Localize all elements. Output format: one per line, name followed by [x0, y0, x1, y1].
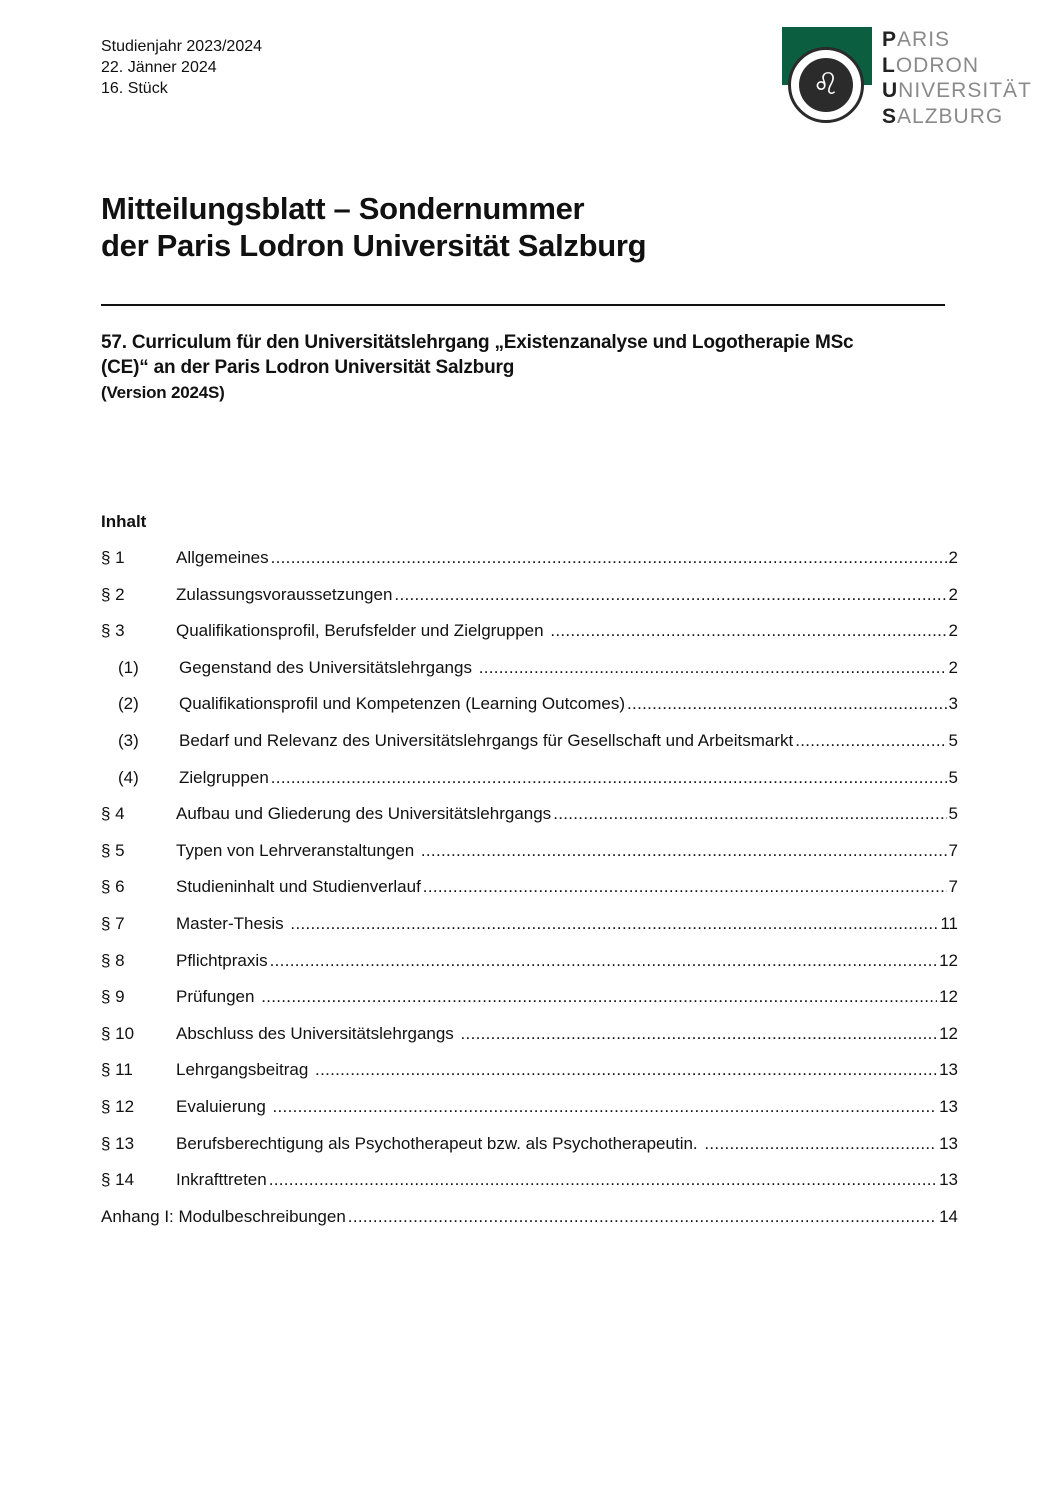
- toc-entry[interactable]: [101, 1170, 958, 1207]
- toc-dot-leader: [550, 621, 946, 641]
- toc-section-number: § 4: [101, 804, 125, 824]
- lion-icon: ♌: [812, 67, 840, 102]
- toc-entry[interactable]: [101, 731, 958, 768]
- toc-section-number: § 6: [101, 877, 125, 897]
- toc-entry[interactable]: [101, 987, 958, 1024]
- toc-entry[interactable]: [101, 658, 958, 695]
- toc-section-number: § 11: [101, 1060, 133, 1080]
- toc-entry[interactable]: [101, 585, 958, 622]
- logo-wordmark: [882, 27, 1032, 129]
- toc-dot-leader: [348, 1207, 937, 1227]
- seal-core: [799, 58, 853, 112]
- issue-number: 16. Stück: [101, 80, 168, 97]
- toc-page-number: 12: [939, 987, 958, 1007]
- toc-page-number: 12: [939, 1023, 958, 1043]
- version-label: (Version 2024S): [101, 383, 225, 402]
- toc-entry[interactable]: [101, 694, 958, 731]
- horizontal-divider: [101, 304, 945, 306]
- toc-dot-leader: [479, 658, 947, 678]
- toc-page-number: 2: [948, 548, 958, 567]
- toc-page-number: 5: [948, 804, 958, 824]
- toc-section-number: (3): [118, 730, 139, 750]
- toc-dot-leader: [553, 804, 946, 824]
- toc-entry[interactable]: [101, 1097, 958, 1134]
- toc-section-title[interactable]: Lehrgangsbeitrag: [176, 1060, 314, 1080]
- toc-dot-leader: [704, 1134, 937, 1154]
- toc-section-title[interactable]: Studieninhalt und Studienverlauf: [176, 877, 421, 897]
- toc-section-title[interactable]: Zulassungsvoraussetzungen: [176, 584, 393, 604]
- toc-section-number: § 3: [101, 621, 125, 641]
- toc-dot-leader: [270, 951, 937, 971]
- toc-entry[interactable]: [101, 914, 958, 951]
- toc-entry[interactable]: [101, 877, 958, 914]
- toc-entry[interactable]: [101, 804, 958, 841]
- toc-section-number: § 10: [101, 1023, 135, 1043]
- toc-entry[interactable]: [101, 1024, 958, 1061]
- toc-section-number: § 7: [101, 913, 125, 933]
- toc-section-number: § 13: [101, 1133, 135, 1153]
- toc-section-number: § 12: [101, 1096, 135, 1116]
- toc-entry[interactable]: [101, 768, 958, 805]
- toc-section-title[interactable]: Evaluierung: [176, 1096, 271, 1116]
- toc-section-title[interactable]: Bedarf und Relevanz des Universitätslehrgangs für Gesellschaft und Arbeitsmarkt: [179, 730, 794, 750]
- toc-dot-leader: [273, 1097, 938, 1117]
- table-of-contents: [101, 548, 958, 1243]
- toc-entry[interactable]: [101, 841, 958, 878]
- logo-line: LODRON: [882, 53, 979, 77]
- toc-page-number: 13: [939, 1133, 958, 1153]
- toc-section-title[interactable]: Abschluss des Universitätslehrgangs: [176, 1023, 459, 1043]
- toc-section-title[interactable]: Prüfungen: [176, 987, 260, 1007]
- toc-section-title[interactable]: Aufbau und Gliederung des Universitätslehrgangs: [176, 804, 552, 824]
- toc-dot-leader: [423, 877, 947, 897]
- toc-dot-leader: [394, 585, 946, 605]
- toc-section-title[interactable]: Pflichtpraxis: [176, 950, 268, 970]
- toc-dot-leader: [271, 768, 947, 788]
- title-line-1: Mitteilungsblatt – Sondernummer: [101, 191, 585, 226]
- toc-entry[interactable]: [101, 1060, 958, 1097]
- toc-dot-leader: [271, 548, 947, 568]
- logo-line: PARIS: [882, 28, 951, 51]
- toc-section-title[interactable]: Gegenstand des Universitätslehrgangs: [179, 657, 477, 677]
- toc-dot-leader: [269, 1170, 937, 1190]
- toc-section-title[interactable]: Inkrafttreten: [176, 1170, 267, 1190]
- toc-page-number: 2: [948, 657, 958, 677]
- logo-line: UNIVERSITÄT: [882, 79, 1032, 102]
- toc-section-number: (4): [118, 767, 139, 787]
- toc-section-title[interactable]: Qualifikationsprofil und Kompetenzen (Learning Outcomes): [179, 694, 626, 714]
- toc-page-number: 11: [940, 913, 958, 933]
- issue-meta: [101, 36, 262, 99]
- logo-line: SALZBURG: [882, 104, 1004, 128]
- toc-page-number: 5: [948, 767, 958, 787]
- title-line-2: der Paris Lodron Universität Salzburg: [101, 228, 647, 263]
- toc-dot-leader: [627, 694, 947, 714]
- toc-section-title[interactable]: Anhang I: Modulbeschreibungen: [101, 1206, 346, 1226]
- toc-page-number: 2: [948, 621, 958, 641]
- document-title: [101, 190, 646, 264]
- toc-section-title[interactable]: Qualifikationsprofil, Berufsfelder und Zielgruppen: [176, 621, 549, 641]
- toc-dot-leader: [421, 841, 947, 861]
- toc-dot-leader: [461, 1024, 938, 1044]
- academic-year: Studienjahr 2023/2024: [101, 38, 263, 55]
- lion-seal-icon: [788, 47, 864, 123]
- toc-page-number: 2: [948, 584, 958, 604]
- toc-entry[interactable]: [101, 621, 958, 658]
- toc-dot-leader: [315, 1060, 937, 1080]
- toc-section-number: § 9: [101, 987, 125, 1007]
- toc-section-title[interactable]: Zielgruppen: [179, 767, 269, 787]
- toc-section-number: § 2: [101, 584, 125, 604]
- toc-page-number: 7: [948, 877, 958, 897]
- toc-section-title[interactable]: Master-Thesis: [176, 913, 289, 933]
- toc-page-number: 12: [939, 950, 958, 970]
- toc-section-number: § 14: [101, 1170, 135, 1190]
- toc-entry[interactable]: [101, 1134, 958, 1171]
- toc-page-number: 13: [939, 1096, 958, 1116]
- toc-page-number: 3: [948, 694, 958, 714]
- toc-section-number: § 5: [101, 840, 125, 860]
- issue-date: 22. Jänner 2024: [101, 59, 217, 76]
- toc-page-number: 7: [948, 840, 958, 860]
- toc-section-title[interactable]: Berufsberechtigung als Psychotherapeut bzw. als Psychotherapeutin.: [176, 1133, 703, 1153]
- toc-heading: Inhalt: [101, 512, 147, 531]
- toc-section-number: (2): [118, 694, 139, 714]
- toc-dot-leader: [261, 987, 937, 1007]
- toc-page-number: 13: [939, 1170, 958, 1190]
- subtitle-line-1: 57. Curriculum für den Universitätslehrgang „Existenzanalyse und Logotherapie MSc: [101, 332, 854, 353]
- toc-page-number: 14: [939, 1206, 958, 1226]
- toc-section-number: § 1: [101, 548, 125, 567]
- toc-dot-leader: [290, 914, 938, 934]
- curriculum-heading: [101, 330, 971, 405]
- toc-section-title[interactable]: Typen von Lehrveranstaltungen: [176, 840, 419, 860]
- university-logo: [782, 27, 1032, 127]
- toc-entry[interactable]: [101, 548, 958, 585]
- toc-dot-leader: [795, 731, 946, 751]
- subtitle-line-2: (CE)“ an der Paris Lodron Universität Salzburg: [101, 357, 515, 378]
- toc-page-number: 5: [948, 730, 958, 750]
- toc-entry[interactable]: [101, 951, 958, 988]
- toc-section-number: § 8: [101, 950, 125, 970]
- toc-section-number: (1): [118, 657, 139, 677]
- toc-section-title[interactable]: Allgemeines: [176, 548, 269, 567]
- toc-page-number: 13: [939, 1060, 958, 1080]
- toc-entry[interactable]: [101, 1207, 958, 1244]
